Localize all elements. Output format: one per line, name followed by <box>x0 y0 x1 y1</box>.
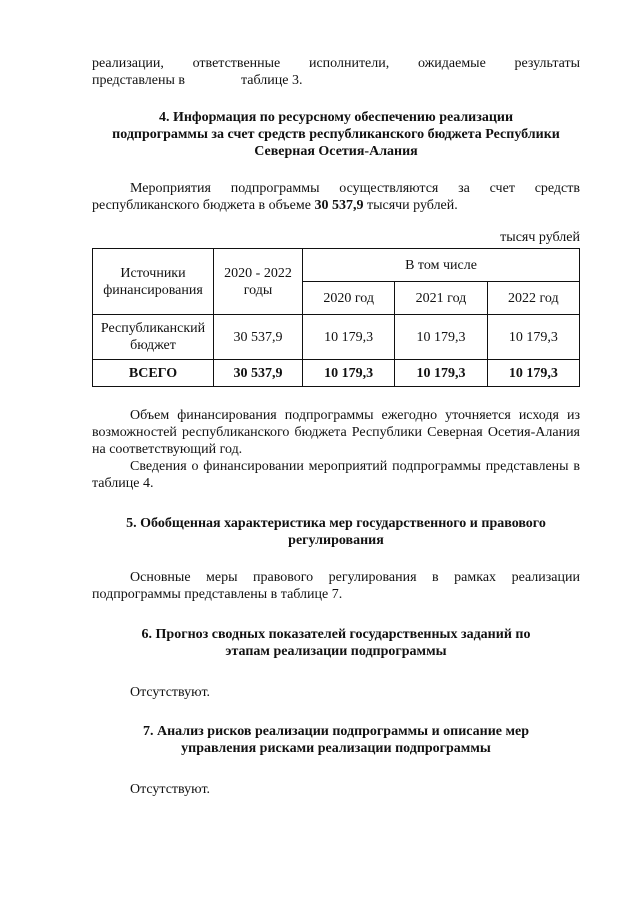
section-5-title-line-1: 5. Обобщенная характеристика мер государственного и правового <box>126 516 546 531</box>
header-including: В том числе <box>303 249 580 282</box>
row-source: Республиканский бюджет <box>93 315 214 360</box>
section-7-title-line-2: управления рисками реализации подпрограммы <box>181 741 491 756</box>
section-4-title-line-2: подпрограммы за счет средств республиканского бюджета Республики <box>112 127 560 142</box>
row-2020: 10 179,3 <box>303 315 395 360</box>
intro-line-2b: таблице 3. <box>241 73 303 88</box>
row-2022: 10 179,3 <box>487 315 579 360</box>
table-row <box>93 315 580 360</box>
section-4-amount: 30 537,9 <box>314 198 364 213</box>
section-6-title <box>92 626 580 660</box>
funding-note-paragraph: Объем финансирования подпрограммы ежегодно уточняется исходя из возможностей республиканского бюджета Республики Северная Осетия-Алания на соответствующий год. <box>92 408 580 457</box>
section-5-title <box>92 515 580 549</box>
row-total: 30 537,9 <box>214 360 303 387</box>
section-7-title <box>92 723 580 757</box>
table-row <box>93 360 580 387</box>
section-4-title-line-1: 4. Информация по ресурсному обеспечению реализации <box>158 110 514 125</box>
row-2020: 10 179,3 <box>303 360 395 387</box>
header-year-2021: 2021 год <box>395 282 487 315</box>
section-6-title-line-2: этапам реализации подпрограммы <box>225 644 447 659</box>
section-4-title <box>92 109 580 160</box>
section-4-paragraph-end: тысячи рублей. <box>363 198 458 213</box>
section-5-paragraph: Основные меры правового регулирования в рамках реализации подпрограммы представлены в таблице 7. <box>92 570 580 602</box>
intro-line-1: реализации, ответственные исполнители, ожидаемые результаты <box>92 56 580 71</box>
intro-line-2 <box>92 72 580 89</box>
financing-table <box>92 248 580 387</box>
row-2021: 10 179,3 <box>395 360 487 387</box>
section-4-paragraph <box>92 180 580 214</box>
section-4-paragraph-text: Мероприятия подпрограммы осуществляются за счет средств республиканского бюджета в объеме <box>92 181 580 213</box>
row-2021: 10 179,3 <box>395 315 487 360</box>
section-4-title-line-3: Северная Осетия-Алания <box>254 144 418 159</box>
funding-info-paragraph: Сведения о финансировании мероприятий подпрограммы представлены в таблице 4. <box>92 459 580 491</box>
section-6-title-line-1: 6. Прогноз сводных показателей государственных заданий по <box>141 627 531 642</box>
section-6-paragraph: Отсутствуют. <box>130 685 211 700</box>
section-5-title-line-2: регулирования <box>288 533 384 548</box>
section-7-title-line-1: 7. Анализ рисков реализации подпрограммы и описание мер <box>142 724 530 739</box>
document-page <box>92 55 580 798</box>
header-source: Источники финансирования <box>93 249 214 315</box>
header-year-2022: 2022 год <box>487 282 579 315</box>
header-year-2020: 2020 год <box>303 282 395 315</box>
row-total: 30 537,9 <box>214 315 303 360</box>
header-period: 2020 - 2022 годы <box>214 249 303 315</box>
intro-line-2a: представлены в <box>92 73 185 88</box>
units-label: тысяч рублей <box>500 230 580 245</box>
row-source: ВСЕГО <box>93 360 214 387</box>
row-2022: 10 179,3 <box>487 360 579 387</box>
section-7-paragraph: Отсутствуют. <box>130 782 211 797</box>
